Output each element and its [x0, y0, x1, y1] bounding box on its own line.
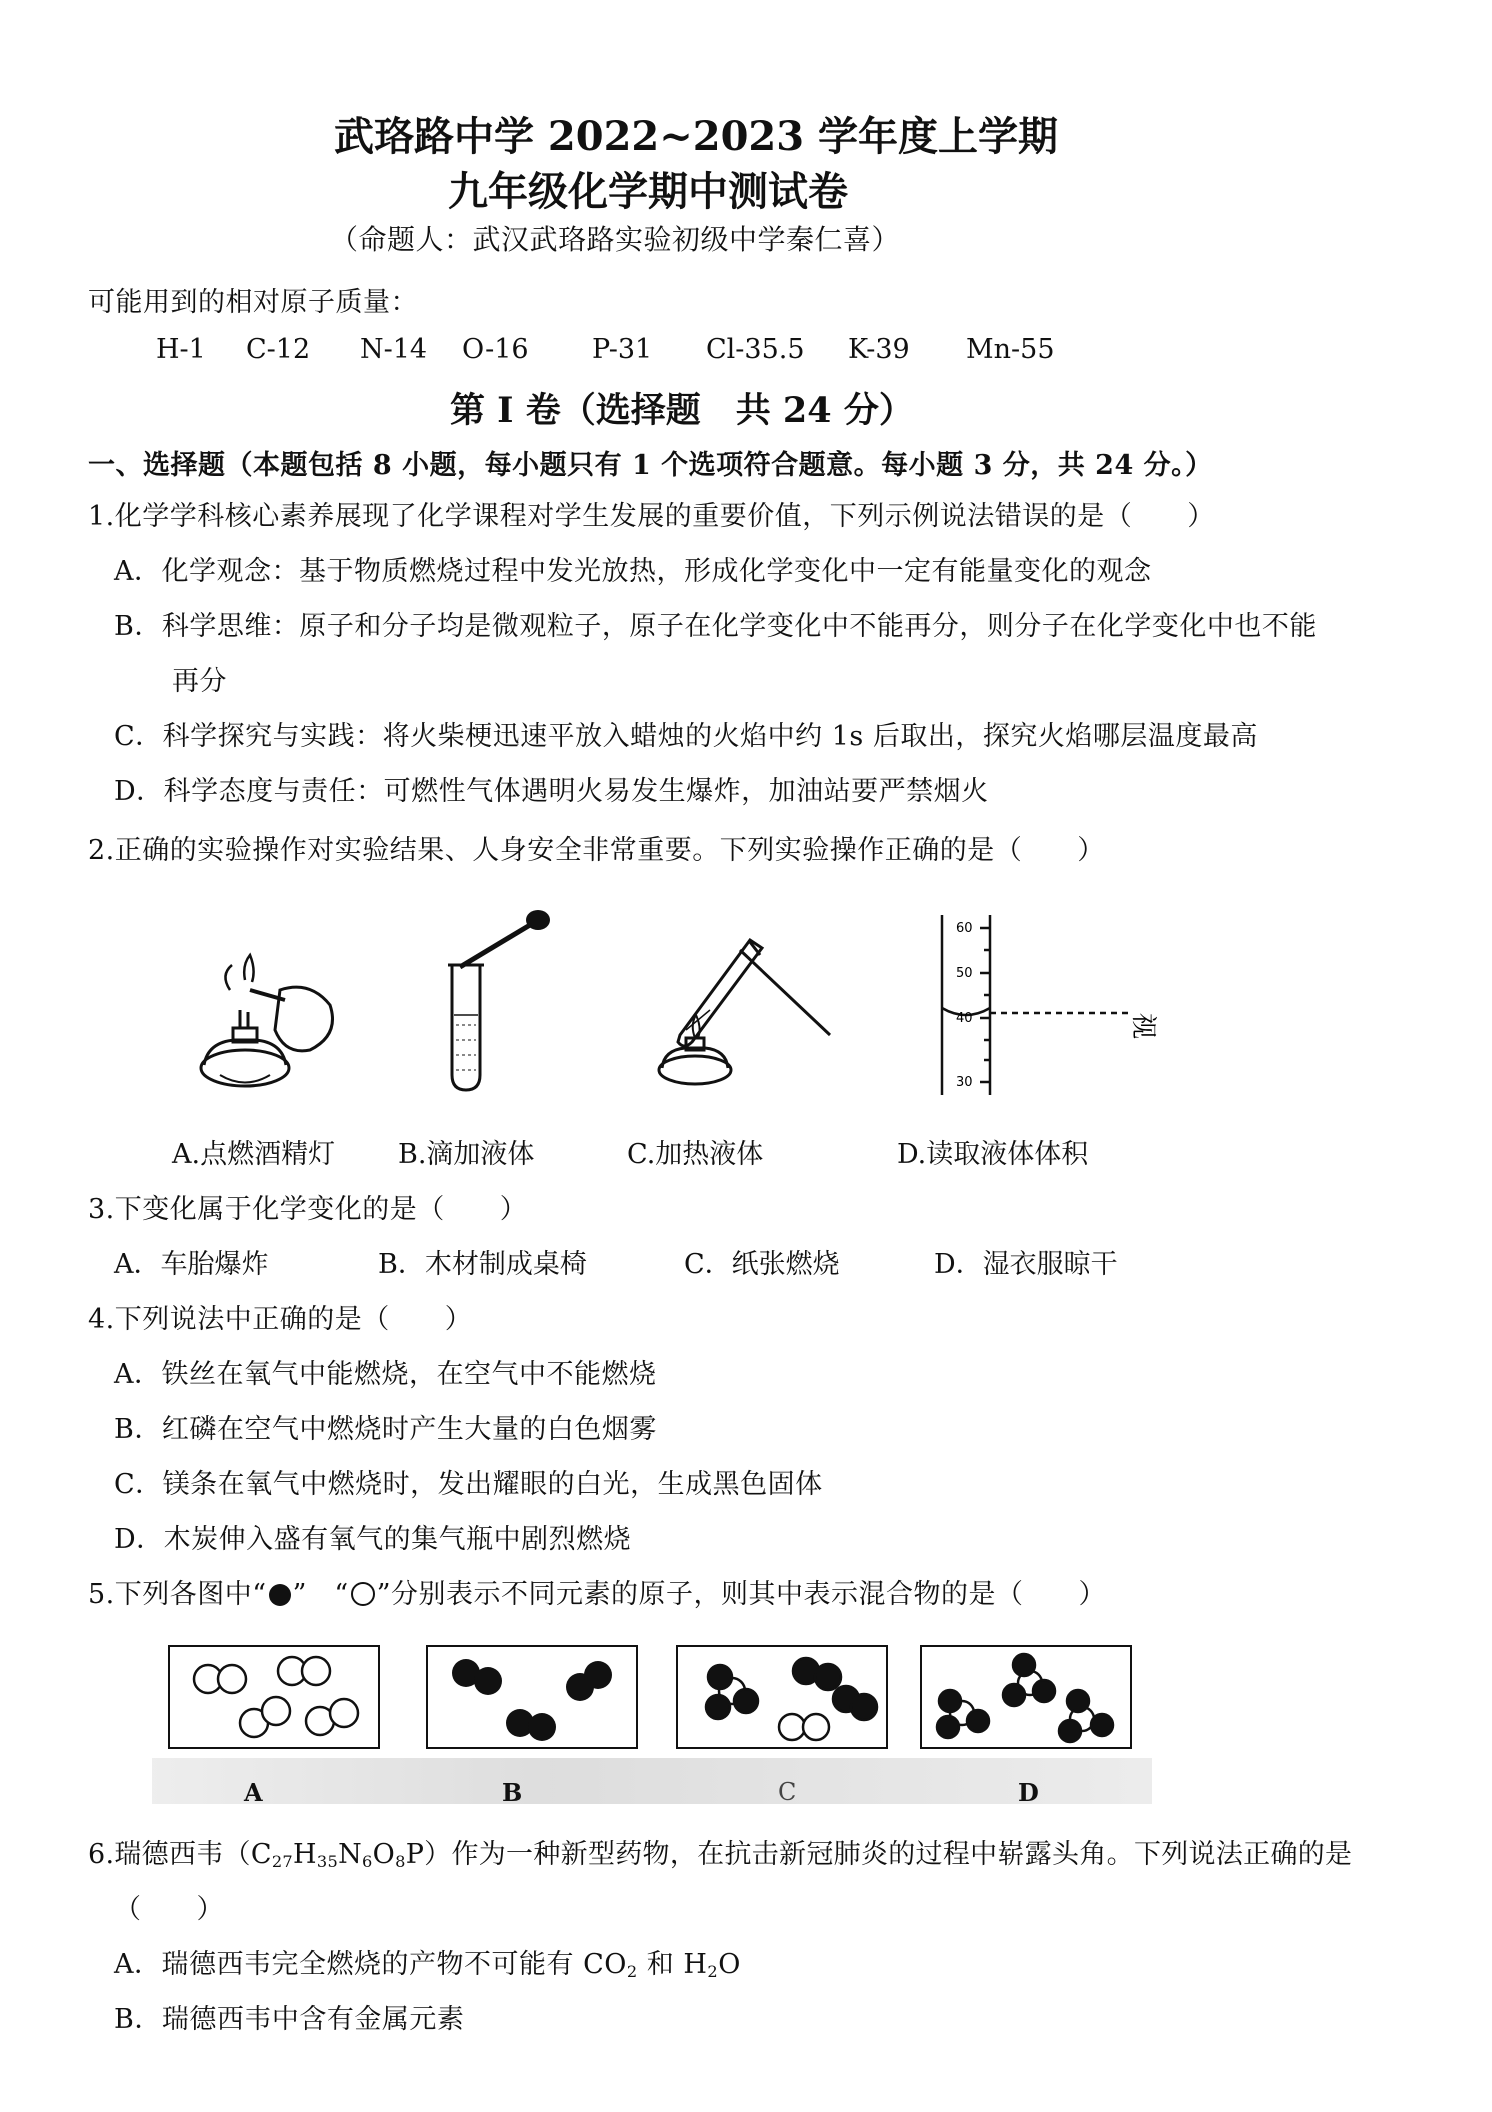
q4-stem: 4.下列说法中正确的是（ ） [88, 1304, 473, 1335]
q4-option-d: D．木炭伸入盛有氧气的集气瓶中剧烈燃烧 [114, 1524, 632, 1555]
q5-stem: 5.下列各图中“ ” “ ”分别表示不同元素的原子，则其中表示混合物的是（ ） [88, 1579, 1106, 1610]
q1-option-c: C．科学探究与实践：将火柴梗迅速平放入蜡烛的火焰中约 1s 后取出，探究火焰哪层温度最高 [114, 721, 1258, 752]
part1-heading: 一、选择题（本题包括 8 小题，每小题只有 1 个选项符合题意。每小题 3 分，共 24 分。） [88, 450, 1213, 481]
figure-reading-cylinder [930, 910, 1170, 1100]
particle-box-b [426, 1645, 638, 1749]
q6-stem: 6.瑞德西韦$(C_{27}H_{35}N_6O_8P)$作为一种新型药物，在抗击新冠肺炎的过程中崭露头角。下列说法正确的是 [88, 1839, 1353, 1871]
particle-label-c: C [778, 1778, 797, 1806]
atomic-mass-item: Cl-35.5 [706, 334, 805, 365]
figure-lighting-alcohol-lamp [190, 950, 350, 1100]
atomic-mass-item: O-16 [462, 334, 529, 365]
particles-a [170, 1647, 378, 1747]
figure-heating-liquid [650, 920, 850, 1095]
atomic-mass-label: 可能用到的相对原子质量： [88, 287, 418, 318]
section-title: 第 I 卷（选择题 共 24 分） [450, 390, 914, 431]
q6-option-b: B．瑞德西韦中含有金属元素 [114, 2004, 465, 2035]
q1-stem: 1.化学学科核心素养展现了化学课程对学生发展的重要价值，下列示例说法错误的是（ ） [88, 501, 1215, 532]
particle-box-c [676, 1645, 888, 1749]
q2-stem: 2.正确的实验操作对实验结果、人身安全非常重要。下列实验操作正确的是（ ） [88, 835, 1105, 866]
atomic-mass-item: H-1 [156, 334, 206, 365]
particle-label-b: B [502, 1778, 523, 1807]
exam-title-line1: 武珞路中学 2022~2023 学年度上学期 [334, 113, 1059, 160]
q6-option-a: A．瑞德西韦完全燃烧的产物不可能有 $CO_2$ 和 $H_2O$ [114, 1949, 741, 1981]
atomic-mass-item: P-31 [592, 334, 653, 365]
q3-option-b: B．木材制成桌椅 [378, 1249, 587, 1280]
q2-caption-d: D.读取液体体积 [897, 1139, 1089, 1170]
q1-option-b: B．科学思维：原子和分子均是微观粒子，原子在化学变化中不能再分，则分子在化学变化中也不能 [114, 611, 1317, 642]
q3-option-c: C．纸张燃烧 [684, 1249, 840, 1280]
cylinder-tick-50: 50 [956, 966, 973, 981]
eye-label: 视 [1128, 1013, 1158, 1040]
particle-box-a [168, 1645, 380, 1749]
atomic-mass-item: K-39 [848, 334, 910, 365]
particles-d [922, 1647, 1130, 1747]
q3-stem: 3.下变化属于化学变化的是（ ） [88, 1194, 528, 1225]
q3-option-d: D．湿衣服晾干 [934, 1249, 1118, 1280]
figure-dropping-liquid [430, 905, 560, 1095]
q1-option-a: A．化学观念：基于物质燃烧过程中发光放热，形成化学变化中一定有能量变化的观念 [114, 556, 1152, 587]
cylinder-tick-60: 60 [956, 921, 973, 936]
q1-option-d: D．科学态度与责任：可燃性气体遇明火易发生爆炸，加油站要严禁烟火 [114, 776, 989, 807]
scan-shadow [152, 1758, 1152, 1804]
particle-label-a: A [244, 1778, 263, 1807]
cylinder-tick-40: 40 [956, 1011, 973, 1026]
atomic-mass-item: Mn-55 [966, 334, 1055, 365]
cylinder-tick-30: 30 [956, 1075, 973, 1090]
q4-option-a: A．铁丝在氧气中能燃烧，在空气中不能燃烧 [114, 1359, 657, 1390]
exam-title-line2: 九年级化学期中测试卷 [448, 168, 848, 215]
black-atom-icon [269, 1584, 291, 1606]
q2-caption-a: A.点燃酒精灯 [172, 1139, 336, 1170]
q4-option-c: C．镁条在氧气中燃烧时，发出耀眼的白光，生成黑色固体 [114, 1469, 823, 1500]
white-atom-icon [351, 1582, 375, 1606]
q2-caption-c: C.加热液体 [627, 1139, 764, 1170]
particles-c [678, 1647, 886, 1747]
q1-option-b-cont: 再分 [172, 666, 227, 697]
exam-author: （命题人：武汉武珞路实验初级中学秦仁喜） [330, 223, 901, 256]
particle-box-d [920, 1645, 1132, 1749]
q6-answer-paren: （ ） [114, 1894, 224, 1925]
q4-option-b: B．红磷在空气中燃烧时产生大量的白色烟雾 [114, 1414, 657, 1445]
q3-option-a: A．车胎爆炸 [114, 1249, 269, 1280]
atomic-mass-item: N-14 [360, 334, 428, 365]
particles-b [428, 1647, 636, 1747]
atomic-mass-item: C-12 [246, 334, 311, 365]
q2-caption-b: B.滴加液体 [398, 1139, 535, 1170]
particle-label-d: D [1018, 1778, 1039, 1807]
